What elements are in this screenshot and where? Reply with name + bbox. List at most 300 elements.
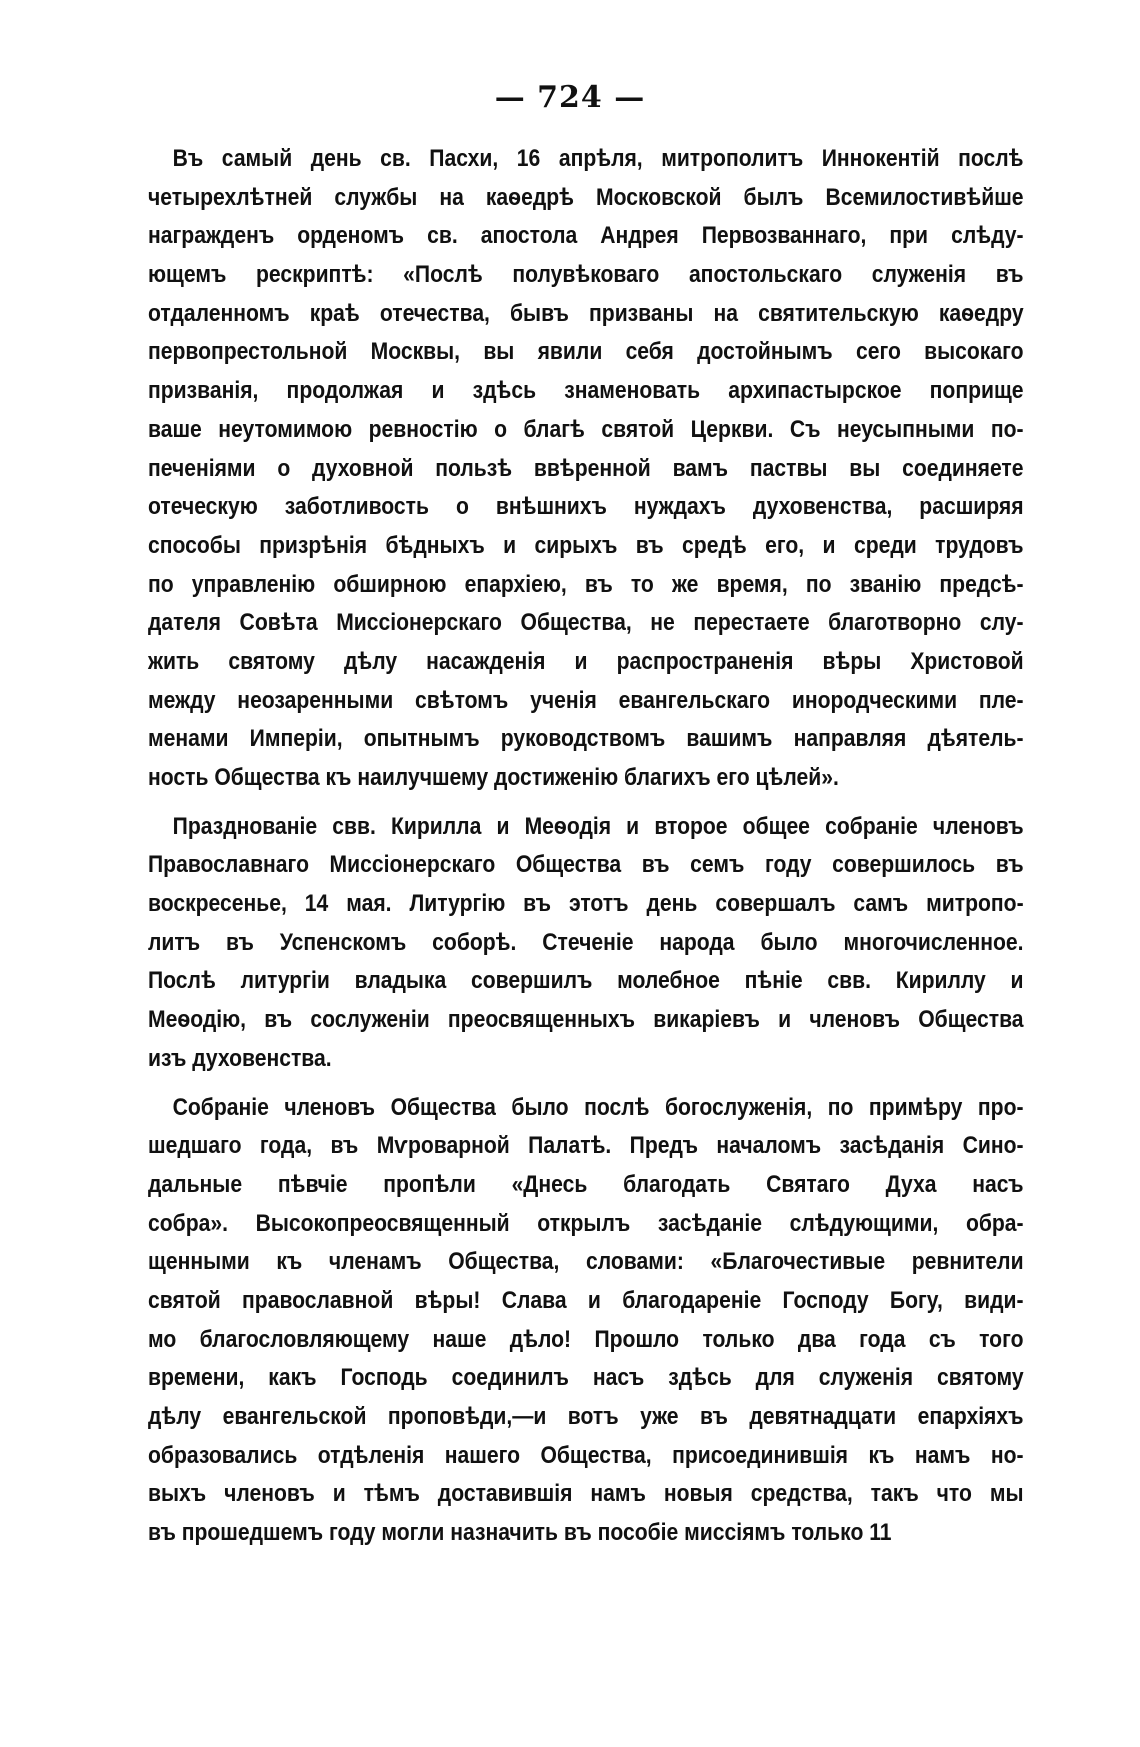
word: явили — [537, 338, 603, 366]
word: членовъ — [809, 1006, 901, 1034]
word: по — [805, 570, 832, 598]
text-line: ность Общества къ наилучшему достиженію благихъ его цѣлей». — [148, 764, 839, 791]
word: по — [827, 1093, 854, 1121]
word: архипастырское — [728, 377, 902, 405]
word: Общества — [390, 1093, 496, 1121]
word: четырехлѣтней — [148, 183, 313, 211]
word: инородческими — [791, 686, 958, 714]
text-line — [148, 140, 1024, 179]
body-text — [148, 140, 1024, 1553]
word: о — [277, 454, 291, 482]
word: первопрестольной — [148, 338, 348, 366]
word: свв. — [332, 812, 376, 840]
word: митропо- — [926, 890, 1024, 918]
word: но- — [990, 1441, 1024, 1469]
word: Общества, — [540, 1441, 652, 1469]
paragraph-gap — [148, 798, 1024, 808]
word: по- — [990, 415, 1024, 443]
word: общее — [742, 812, 810, 840]
word: богослуженія, — [664, 1093, 813, 1121]
word: продолжая — [286, 377, 404, 405]
word: свѣтомъ — [415, 686, 509, 714]
word: св. — [380, 145, 411, 172]
word: Собраніе — [172, 1093, 269, 1121]
word: новыя — [663, 1480, 733, 1508]
word: Кириллу — [895, 967, 986, 995]
word: здѣсь — [472, 377, 537, 405]
word: дѣло! — [509, 1325, 572, 1353]
word: расширяя — [919, 493, 1024, 521]
text-line — [148, 1127, 1024, 1166]
word: неусыпными — [836, 415, 975, 443]
word: «Послѣ — [403, 261, 483, 289]
word: и — [332, 1480, 346, 1508]
word: епархіею, — [464, 570, 567, 598]
word: Имперіи, — [249, 725, 343, 753]
word: предсѣ- — [939, 570, 1024, 598]
word: Литургію — [409, 890, 506, 918]
text-line — [148, 604, 1024, 643]
word: апостола — [480, 222, 578, 250]
word: пользѣ — [435, 454, 513, 482]
word: Духа — [885, 1170, 937, 1198]
word: Предъ — [629, 1132, 699, 1160]
word: святой — [148, 1286, 221, 1314]
word: и — [626, 812, 640, 840]
word: вашимъ — [686, 725, 773, 753]
word: пле- — [978, 686, 1024, 714]
word: краѣ — [309, 299, 360, 327]
word: достойнымъ — [697, 338, 833, 366]
word: святому — [228, 647, 315, 675]
word: совершалъ — [715, 890, 836, 918]
word: съ — [928, 1325, 956, 1353]
word: молебное — [617, 967, 720, 995]
word: владыка — [354, 967, 447, 995]
word: Высокопреосвященный — [255, 1209, 510, 1237]
word: знаменовать — [564, 377, 701, 405]
word: при — [889, 222, 929, 250]
word: такъ — [870, 1480, 919, 1508]
word: викаріевъ — [653, 1006, 760, 1034]
word: отеческую — [148, 493, 258, 521]
word: шедшаго — [148, 1132, 242, 1160]
word: свв. — [827, 967, 871, 995]
word: себя — [625, 338, 674, 366]
word: преосвященныхъ — [447, 1006, 635, 1034]
text-line: въ прошедшемъ году могли назначить въ пособіе миссіямъ только 11 — [148, 1519, 892, 1547]
word: Слава — [501, 1286, 567, 1314]
text-line — [148, 295, 1024, 334]
word: въ — [264, 1006, 293, 1034]
word: для — [755, 1364, 795, 1392]
word: слу- — [979, 609, 1024, 637]
text-line — [148, 488, 1024, 527]
word: ревностію — [368, 415, 478, 443]
word: мая. — [346, 890, 392, 918]
text-line — [148, 885, 1024, 924]
word: насъ — [972, 1170, 1024, 1198]
word: и — [574, 647, 588, 675]
paragraph — [148, 808, 1024, 1079]
word: отдаленномъ — [148, 299, 290, 327]
word: ваше — [148, 415, 202, 443]
word: членамъ — [328, 1248, 422, 1276]
word: Первозваннаго, — [701, 222, 867, 250]
text-line — [148, 450, 1024, 489]
word: о — [455, 493, 469, 521]
word: въ — [635, 531, 664, 559]
word: пропѣли — [383, 1170, 476, 1198]
word: въ — [995, 851, 1024, 879]
word: епархіяхъ — [917, 1403, 1024, 1430]
word: управленію — [191, 570, 316, 598]
word: опытнымъ — [363, 725, 480, 753]
word: намъ — [914, 1441, 971, 1469]
word: членовъ — [224, 1480, 315, 1508]
word: жить — [148, 647, 200, 675]
word: многочисленное. — [843, 928, 1024, 956]
text-line — [148, 411, 1024, 450]
word: Мѵроварной — [376, 1132, 510, 1160]
word: духовной — [312, 454, 414, 482]
word: по — [148, 570, 174, 598]
word: дѣлу — [343, 647, 398, 675]
text-line — [148, 682, 1024, 721]
word: самый — [221, 145, 293, 172]
word: Общества — [918, 1006, 1024, 1034]
text-line — [148, 1001, 1024, 1040]
word: рескриптѣ: — [255, 261, 374, 289]
word: 16 — [516, 145, 541, 172]
word: послѣ — [584, 1093, 650, 1121]
word: дателя — [148, 609, 221, 637]
word: было — [760, 928, 818, 956]
word: Господь — [340, 1364, 428, 1392]
text-line — [148, 1089, 1024, 1128]
word: дальные — [148, 1170, 243, 1198]
word: между — [148, 686, 216, 714]
word: благословляющему — [199, 1325, 410, 1353]
text-line — [148, 256, 1024, 295]
word: и — [822, 531, 836, 559]
word: сослуженіи — [310, 1006, 430, 1034]
word: Общества, — [520, 609, 632, 637]
word: время, — [716, 570, 788, 598]
word: и — [587, 1286, 601, 1314]
word: отечества, — [379, 299, 490, 327]
word: два — [797, 1325, 836, 1353]
word: вы — [849, 454, 881, 482]
word: дѣлу — [148, 1403, 202, 1430]
text-line — [148, 962, 1024, 1001]
word: служенія — [871, 261, 967, 289]
word: въ — [584, 570, 613, 598]
word: бывъ — [510, 299, 569, 327]
word: года, — [259, 1132, 313, 1160]
word: Всемилостивѣйше — [825, 183, 1024, 211]
word: день — [646, 890, 698, 918]
word: распространенія — [616, 647, 794, 675]
word: призрѣнія — [259, 531, 368, 559]
word: Христовой — [910, 647, 1024, 675]
text-line — [148, 1321, 1024, 1360]
word: членовъ — [284, 1093, 376, 1121]
word: 14 — [304, 890, 329, 918]
word: что — [936, 1480, 972, 1508]
word: Миссіонерскаго — [336, 609, 502, 637]
word: ученія — [530, 686, 597, 714]
word: орденомъ — [297, 222, 405, 250]
word: и — [778, 1006, 792, 1034]
word: нуждахъ — [633, 493, 726, 521]
word: въ — [641, 851, 670, 879]
word: Меѳодія — [524, 812, 612, 840]
word: служенія — [818, 1364, 914, 1392]
word: заботливость — [284, 493, 429, 521]
word: о — [494, 415, 508, 443]
word: насажденія — [426, 647, 546, 675]
word: началомъ — [716, 1132, 822, 1160]
word: слѣду- — [951, 222, 1024, 250]
word: апостольскаго — [688, 261, 843, 289]
word: въ — [700, 1403, 728, 1430]
word: Палатѣ. — [528, 1132, 612, 1160]
word: вы — [483, 338, 515, 366]
text-line — [148, 1282, 1024, 1321]
word: намъ — [590, 1480, 646, 1508]
word: Кирилла — [390, 812, 482, 840]
word: руководствомъ — [500, 725, 666, 753]
word: здѣсь — [668, 1364, 732, 1392]
word: мо — [148, 1325, 177, 1353]
word: собра». — [148, 1209, 228, 1237]
word: и — [1010, 967, 1024, 995]
word: апрѣля, — [558, 145, 643, 172]
word: нашего — [444, 1441, 521, 1469]
word: самъ — [853, 890, 909, 918]
word: въ — [226, 928, 254, 956]
word: къ — [276, 1248, 303, 1276]
word: каѳедру — [938, 299, 1024, 327]
word: печеніями — [148, 454, 256, 482]
word: бѣдныхъ — [385, 531, 485, 559]
word: святому — [937, 1364, 1024, 1392]
text-line — [148, 179, 1024, 218]
word: награжденъ — [148, 222, 275, 250]
word: на — [713, 299, 738, 327]
word: то — [630, 570, 654, 598]
page-number: — 724 — — [494, 80, 646, 115]
word: засѣданія — [839, 1132, 945, 1160]
text-line: изъ духовенства. — [148, 1044, 332, 1072]
word: примѣру — [868, 1093, 963, 1121]
word: Москвы, — [370, 338, 461, 366]
word: внѣшнихъ — [495, 493, 607, 521]
word: Съ — [789, 415, 821, 443]
word: сирыхъ — [534, 531, 618, 559]
paragraph-gap — [148, 1079, 1024, 1089]
text-line — [148, 1437, 1024, 1476]
word: было — [511, 1093, 569, 1121]
word: доставившія — [437, 1480, 573, 1508]
word: вамъ — [672, 454, 729, 482]
word: вотъ — [567, 1403, 619, 1430]
text-line — [148, 566, 1024, 605]
word: только — [702, 1325, 775, 1353]
word: словами: — [586, 1248, 684, 1276]
word: девятнадцати — [749, 1403, 897, 1430]
word: совершилось — [832, 851, 976, 879]
word: соединилъ — [451, 1364, 569, 1392]
word: засѣданіе — [657, 1209, 762, 1237]
word: направляя — [793, 725, 907, 753]
word: призванія, — [148, 377, 259, 405]
word: второе — [654, 812, 728, 840]
word: ревнители — [911, 1248, 1024, 1276]
text-line — [148, 1398, 1024, 1437]
word: Богу, — [889, 1286, 943, 1314]
word: его, — [765, 531, 805, 559]
word: каѳедрѣ — [485, 183, 574, 211]
word: ющемъ — [148, 261, 227, 289]
text-line — [148, 372, 1024, 411]
word: пѣніе — [744, 967, 803, 995]
word: «Днесь — [511, 1170, 588, 1198]
word: Андрея — [600, 222, 679, 250]
word: види- — [964, 1286, 1024, 1314]
word: менами — [148, 725, 229, 753]
word: Празднованіе — [172, 812, 318, 840]
text-line — [148, 1475, 1024, 1514]
word: уже — [640, 1403, 679, 1430]
word: благотворно — [828, 609, 962, 637]
word: Стеченіе — [542, 928, 634, 956]
word: призваны — [589, 299, 694, 327]
word: поприще — [929, 377, 1024, 405]
word: дѣятель- — [927, 725, 1024, 753]
word: обра- — [965, 1209, 1024, 1237]
word: Въ — [172, 145, 204, 172]
word: щенными — [148, 1248, 250, 1276]
word: совершилъ — [470, 967, 593, 995]
word: въ — [330, 1132, 359, 1160]
word: вѣры! — [414, 1286, 481, 1314]
word: вѣры — [822, 647, 882, 675]
word: этотъ — [568, 890, 629, 918]
word: соединяете — [902, 454, 1024, 482]
word: званію — [849, 570, 922, 598]
word: Господу — [782, 1286, 869, 1314]
word: проповѣди,—и — [387, 1403, 547, 1430]
word: духовенства, — [752, 493, 893, 521]
word: Церкви. — [690, 415, 774, 443]
word: послѣ — [958, 145, 1024, 172]
word: времени, — [148, 1364, 245, 1392]
word: литургіи — [240, 967, 330, 995]
word: какъ — [268, 1364, 317, 1392]
word: членовъ — [932, 812, 1024, 840]
text-line — [148, 1205, 1024, 1244]
text-line — [148, 1359, 1024, 1398]
word: Пасхи, — [429, 145, 499, 172]
word: семъ — [690, 851, 745, 879]
word: народа — [659, 928, 735, 956]
word: отдѣленія — [317, 1441, 425, 1469]
text-line — [148, 846, 1024, 885]
word: выхъ — [148, 1480, 207, 1508]
word: высокаго — [924, 338, 1024, 366]
word: Общества — [515, 851, 622, 879]
word: Святаго — [766, 1170, 850, 1198]
word: присоединившія — [672, 1441, 849, 1469]
word: Московской — [595, 183, 722, 211]
word: благодать — [623, 1170, 731, 1198]
word: Меѳодію, — [148, 1006, 247, 1034]
word: въ — [995, 261, 1024, 289]
word: былъ — [743, 183, 804, 211]
word: на — [439, 183, 464, 211]
word: благѣ — [523, 415, 585, 443]
word: Православнаго — [148, 851, 309, 879]
word: «Благочестивые — [710, 1248, 886, 1276]
text-line — [148, 924, 1024, 963]
paragraph — [148, 1089, 1024, 1553]
word: наше — [432, 1325, 487, 1353]
word: мы — [989, 1480, 1024, 1508]
word: собраніе — [825, 812, 918, 840]
word: Сино- — [962, 1132, 1024, 1160]
word: года — [859, 1325, 906, 1353]
word: году — [764, 851, 812, 879]
word: пѣвчіе — [277, 1170, 348, 1198]
word: Совѣта — [239, 609, 318, 637]
word: святительскую — [758, 299, 919, 327]
word: благодареніе — [622, 1286, 762, 1314]
text-line — [148, 1243, 1024, 1282]
word: обширною — [333, 570, 447, 598]
text-line — [148, 643, 1024, 682]
word: и — [431, 377, 445, 405]
word: ввѣренной — [533, 454, 651, 482]
word: насъ — [592, 1364, 645, 1392]
text-line — [148, 217, 1024, 256]
word: паствы — [749, 454, 828, 482]
word: день — [310, 145, 362, 172]
word: тѣмъ — [363, 1480, 420, 1508]
word: перестаете — [693, 609, 810, 637]
word: и — [496, 812, 510, 840]
word: евангельскаго — [618, 686, 771, 714]
word: евангельской — [222, 1403, 367, 1430]
word: въ — [523, 890, 552, 918]
word: полувѣковаго — [512, 261, 660, 289]
text-line — [148, 527, 1024, 566]
word: Прошло — [594, 1325, 680, 1353]
word: литъ — [148, 928, 201, 956]
word: трудовъ — [935, 531, 1024, 559]
text-line — [148, 720, 1024, 759]
word: и — [503, 531, 517, 559]
word: открылъ — [537, 1209, 631, 1237]
word: православной — [242, 1286, 394, 1314]
word: Общества, — [448, 1248, 560, 1276]
word: способы — [148, 531, 241, 559]
word: средѣ — [682, 531, 747, 559]
word: Миссіонерскаго — [329, 851, 496, 879]
word: же — [671, 570, 699, 598]
word: святой — [601, 415, 675, 443]
